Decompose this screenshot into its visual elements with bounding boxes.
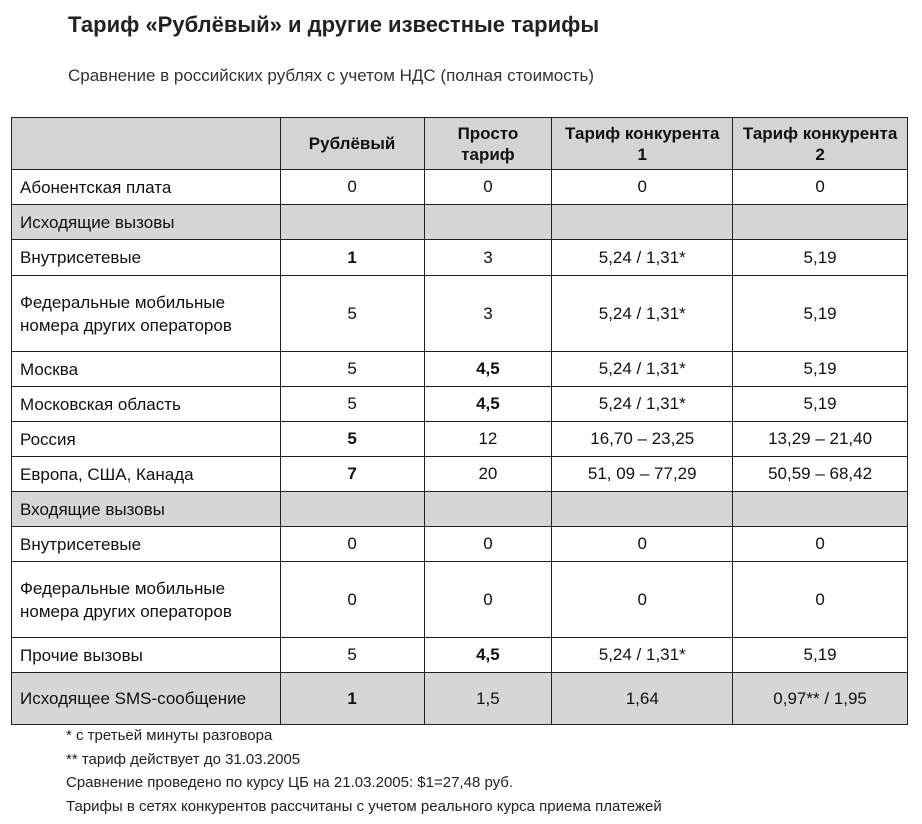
table-header-row bbox=[12, 118, 908, 170]
cell-competitor-1: 16,70 – 23,25 bbox=[552, 422, 733, 457]
table-row bbox=[12, 387, 908, 422]
cell-competitor-2: 13,29 – 21,40 bbox=[733, 422, 908, 457]
cell-competitor-2: 0 bbox=[733, 527, 908, 562]
table-row bbox=[12, 638, 908, 673]
table-row bbox=[12, 170, 908, 205]
section-empty-cell bbox=[424, 492, 552, 527]
cell-competitor-1: 0 bbox=[552, 527, 733, 562]
cell-rublevy: 1 bbox=[280, 673, 424, 725]
cell-competitor-1: 5,24 / 1,31* bbox=[552, 352, 733, 387]
header-corner-cell bbox=[12, 118, 281, 170]
cell-prosto-tarif: 0 bbox=[424, 527, 552, 562]
cell-prosto-tarif: 4,5 bbox=[424, 352, 552, 387]
cell-rublevy: 0 bbox=[280, 562, 424, 638]
footnote-double-star: ** тариф действует до 31.03.2005 bbox=[66, 750, 301, 768]
cell-rublevy: 0 bbox=[280, 527, 424, 562]
cell-competitor-1: 0 bbox=[552, 562, 733, 638]
header-rublevy: Рублёвый bbox=[280, 118, 424, 170]
table-row bbox=[12, 352, 908, 387]
table-row bbox=[12, 457, 908, 492]
cell-competitor-2: 5,19 bbox=[733, 387, 908, 422]
row-label: Абонентская плата bbox=[12, 170, 281, 205]
cell-competitor-1: 5,24 / 1,31* bbox=[552, 638, 733, 673]
row-label: Внутрисетевые bbox=[12, 527, 281, 562]
cell-competitor-1: 5,24 / 1,31* bbox=[552, 276, 733, 352]
cell-prosto-tarif: 12 bbox=[424, 422, 552, 457]
table-row bbox=[12, 422, 908, 457]
cell-prosto-tarif: 3 bbox=[424, 240, 552, 276]
cell-rublevy: 7 bbox=[280, 457, 424, 492]
footnotes bbox=[66, 724, 662, 818]
section-label-incoming: Входящие вызовы bbox=[12, 492, 281, 527]
table-row bbox=[12, 276, 908, 352]
cell-competitor-2: 0 bbox=[733, 562, 908, 638]
page-title: Тариф «Рублёвый» и другие известные тарифы bbox=[68, 12, 600, 37]
cell-rublevy: 0 bbox=[280, 170, 424, 205]
section-label-outgoing: Исходящие вызовы bbox=[12, 205, 281, 240]
footnote-competitors: Тарифы в сетях конкурентов рассчитаны с учетом реального курса приема платежей bbox=[66, 797, 662, 815]
section-empty-cell bbox=[733, 205, 908, 240]
header-prosto-tarif: Просто тариф bbox=[424, 118, 552, 170]
cell-competitor-2: 0 bbox=[733, 170, 908, 205]
cell-competitor-2: 5,19 bbox=[733, 352, 908, 387]
section-empty-cell bbox=[552, 492, 733, 527]
tariff-comparison-table bbox=[11, 117, 908, 725]
cell-competitor-1: 0 bbox=[552, 170, 733, 205]
table-row bbox=[12, 240, 908, 276]
section-empty-cell bbox=[733, 492, 908, 527]
row-label: Московская область bbox=[12, 387, 281, 422]
table-row-highlight bbox=[12, 673, 908, 725]
cell-prosto-tarif: 3 bbox=[424, 276, 552, 352]
section-empty-cell bbox=[552, 205, 733, 240]
cell-prosto-tarif: 1,5 bbox=[424, 673, 552, 725]
cell-rublevy: 5 bbox=[280, 638, 424, 673]
section-row bbox=[12, 492, 908, 527]
section-empty-cell bbox=[424, 205, 552, 240]
cell-rublevy: 5 bbox=[280, 387, 424, 422]
header-competitor-1: Тариф конкурента 1 bbox=[552, 118, 733, 170]
footnote-star: * с третьей минуты разговора bbox=[66, 727, 273, 744]
table-row bbox=[12, 562, 908, 638]
row-label: Исходящее SMS-сообщение bbox=[12, 673, 281, 725]
row-label: Европа, США, Канада bbox=[12, 457, 281, 492]
cell-prosto-tarif: 0 bbox=[424, 170, 552, 205]
footnote-exchange-rate: Сравнение проведено по курсу ЦБ на 21.03.2005: $1=27,48 руб. bbox=[66, 774, 514, 791]
row-label: Федеральные мобильные номера других операторов bbox=[12, 276, 281, 352]
cell-competitor-1: 5,24 / 1,31* bbox=[552, 387, 733, 422]
cell-prosto-tarif: 4,5 bbox=[424, 638, 552, 673]
page-subtitle: Сравнение в российских рублях с учетом НДС (полная стоимость) bbox=[68, 66, 595, 85]
cell-prosto-tarif: 0 bbox=[424, 562, 552, 638]
row-label: Россия bbox=[12, 422, 281, 457]
row-label: Федеральные мобильные номера других операторов bbox=[12, 562, 281, 638]
row-label: Внутрисетевые bbox=[12, 240, 281, 276]
cell-rublevy: 5 bbox=[280, 422, 424, 457]
cell-competitor-2: 0,97** / 1,95 bbox=[733, 673, 908, 725]
cell-competitor-1: 5,24 / 1,31* bbox=[552, 240, 733, 276]
cell-competitor-2: 5,19 bbox=[733, 276, 908, 352]
header-competitor-2: Тариф конкурента 2 bbox=[733, 118, 908, 170]
row-label: Москва bbox=[12, 352, 281, 387]
cell-prosto-tarif: 4,5 bbox=[424, 387, 552, 422]
section-empty-cell bbox=[280, 492, 424, 527]
cell-prosto-tarif: 20 bbox=[424, 457, 552, 492]
section-empty-cell bbox=[280, 205, 424, 240]
cell-competitor-1: 51, 09 – 77,29 bbox=[552, 457, 733, 492]
table-row bbox=[12, 527, 908, 562]
section-row bbox=[12, 205, 908, 240]
cell-rublevy: 1 bbox=[280, 240, 424, 276]
cell-competitor-2: 5,19 bbox=[733, 240, 908, 276]
row-label: Прочие вызовы bbox=[12, 638, 281, 673]
cell-rublevy: 5 bbox=[280, 352, 424, 387]
cell-competitor-2: 50,59 – 68,42 bbox=[733, 457, 908, 492]
cell-rublevy: 5 bbox=[280, 276, 424, 352]
cell-competitor-1: 1,64 bbox=[552, 673, 733, 725]
cell-competitor-2: 5,19 bbox=[733, 638, 908, 673]
